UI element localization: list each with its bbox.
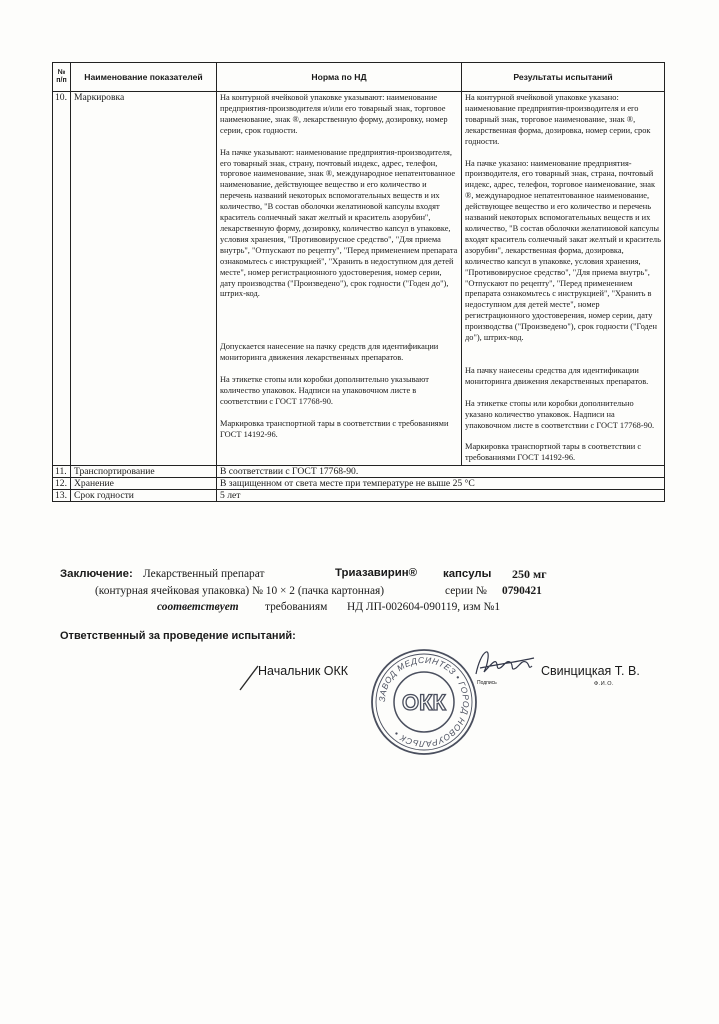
- conclusion-document-reference: НД ЛП-002604-090119, изм №1: [347, 601, 501, 613]
- header-results: Результаты испытаний: [462, 63, 665, 92]
- marking-result-cell: [462, 92, 665, 466]
- stamp-center-text: ОКК: [402, 690, 446, 715]
- name-caption: Ф.И.О.: [594, 681, 614, 687]
- conclusion-label: Заключение:: [60, 568, 133, 580]
- row-indicator-name: Срок годности: [71, 490, 217, 502]
- row-indicator-name: Маркировка: [71, 92, 217, 466]
- conclusion-series-label: серии №: [445, 585, 487, 597]
- result-paragraph: На пачку нанесены средства для идентификации мониторинга движения лекарственных препаратов.: [465, 365, 649, 386]
- norm-paragraph: Допускается нанесение на пачку средств для идентификации мониторинга движения лекарственных препаратов.: [220, 342, 439, 363]
- table-row: [53, 478, 665, 490]
- result-paragraph: На этикетке стопы или коробки дополнительно указано количество упаковок. Надписи на упаковочном листе в соответствии с ГОСТ 17768-90.: [465, 398, 655, 430]
- row-number: 10.: [53, 92, 71, 466]
- header-norm: Норма по НД: [217, 63, 462, 92]
- header-indicator-name: Наименование показателей: [71, 63, 217, 92]
- norm-paragraph: На этикетке стопы или коробки дополнительно указывают количество упаковок. Надписи на упаковочном листе в соответствии с ГОСТ 17768-90.: [220, 375, 429, 406]
- handwritten-signature: [470, 646, 540, 682]
- header-number: № п/п: [53, 63, 71, 92]
- row-indicator-name: Хранение: [71, 478, 217, 490]
- okk-stamp: [368, 646, 480, 758]
- conclusion-dosage-form: капсулы: [443, 568, 492, 580]
- result-paragraph: На контурной ячейковой упаковке указано: наименование предприятия-производителя и его товарный знак, торговое наименование, знак ®, лекарственная форма, дозировка, номер серии, срок годности.: [465, 93, 651, 146]
- row-number: 11.: [53, 466, 71, 478]
- test-results-table: [52, 62, 665, 502]
- responsible-label: Ответственный за проведение испытаний:: [60, 630, 296, 642]
- norm-paragraph: На контурной ячейковой упаковке указывают: наименование предприятия-производителя и/или его товарный знак, торговое наименование, знак ®, лекарственную форму, дозировку, номер серии, срок годности.: [220, 93, 448, 135]
- responsible-name: Свинцицкая Т. В.: [541, 664, 640, 678]
- table-row: [53, 490, 665, 502]
- row-number: 13.: [53, 490, 71, 502]
- conclusion-product-type: Лекарственный препарат: [143, 568, 265, 580]
- conclusion-conforms: соответствует: [157, 601, 239, 613]
- signature-caption: Подпись: [477, 680, 497, 686]
- norm-paragraph: Маркировка транспортной тары в соответствии с требованиями ГОСТ 14192-96.: [220, 418, 449, 439]
- conclusion-drug-name: Триазавирин®: [335, 567, 418, 579]
- table-row-marking: [53, 92, 665, 466]
- row-number: 12.: [53, 478, 71, 490]
- conclusion-dose: 250 мг: [512, 567, 547, 581]
- table-row: [53, 466, 665, 478]
- responsible-position: Начальник ОКК: [258, 664, 349, 678]
- row-value: В соответствии с ГОСТ 17768-90.: [217, 466, 665, 478]
- stamp-ring-text: ЗАВОД МЕДСИНТЕЗ • ГОРОД НОВОУРАЛЬСК •: [376, 654, 472, 750]
- table-header-row: [53, 63, 665, 92]
- marking-norm-cell: [217, 92, 462, 466]
- conclusion-packaging: (контурная ячейковая упаковка) № 10 × 2 (пачка картонная): [95, 585, 385, 597]
- norm-paragraph: На пачке указывают: наименование предприятия-производителя, его товарный знак, страну, почтовый индекс, адрес, телефон, торговое наименование, знак ®, международное непатентованное наименование, действующее вещество и его количество и перечень названий некоторых вспомогательных веществ и их количество, "В состав оболочки желатиновой капсулы входят краситель солнечный закат желтый и краситель азорубин", лекарственную форму, дозировку, количество капсул в упаковке, условия хранения, "Противовирусное средство", "Для приема внутрь", "Отпускают по рецепту", "Перед применением препарата ознакомьтесь с инструкцией", "Хранить в недоступном для детей месте", номер регистрационного удостоверения, номер серии, дату производства ("Произведено"), срок годности ("Годен до"), штрих-код.: [220, 147, 458, 299]
- row-value: В защищенном от света месте при температуре не выше 25 °С: [217, 478, 665, 490]
- row-value: 5 лет: [217, 490, 665, 502]
- conclusion-series-number: 0790421: [502, 585, 542, 597]
- result-paragraph: На пачке указано: наименование предприятия-производителя, его товарный знак, страна, почтовый индекс, адрес, телефон, торговое наименование, знак ®, международное непатентованное наименование, действующее вещество и его количество и перечень названий некоторых вспомогательных веществ и их количество, "В состав оболочки желатиновой капсулы входят краситель солнечный закат желтый и краситель азорубин", лекарственная форма, дозировка, количество капсул в упаковке, условия хранения, "Противовирусное средство", "Для приема внутрь", "Отпускают по рецепту", "Перед применением препарата ознакомьтесь с инструкцией", "Хранить в недоступном для детей месте", номер регистрационного удостоверения, номер серии, дату производства ("Произведено"), срок годности ("Годен до"), штрих-код.: [465, 158, 661, 343]
- result-paragraph: Маркировка транспортной тары в соответствии с требованиями ГОСТ 14192-96.: [465, 442, 642, 463]
- conclusion-requirements: требованиям: [265, 601, 328, 613]
- row-indicator-name: Транспортирование: [71, 466, 217, 478]
